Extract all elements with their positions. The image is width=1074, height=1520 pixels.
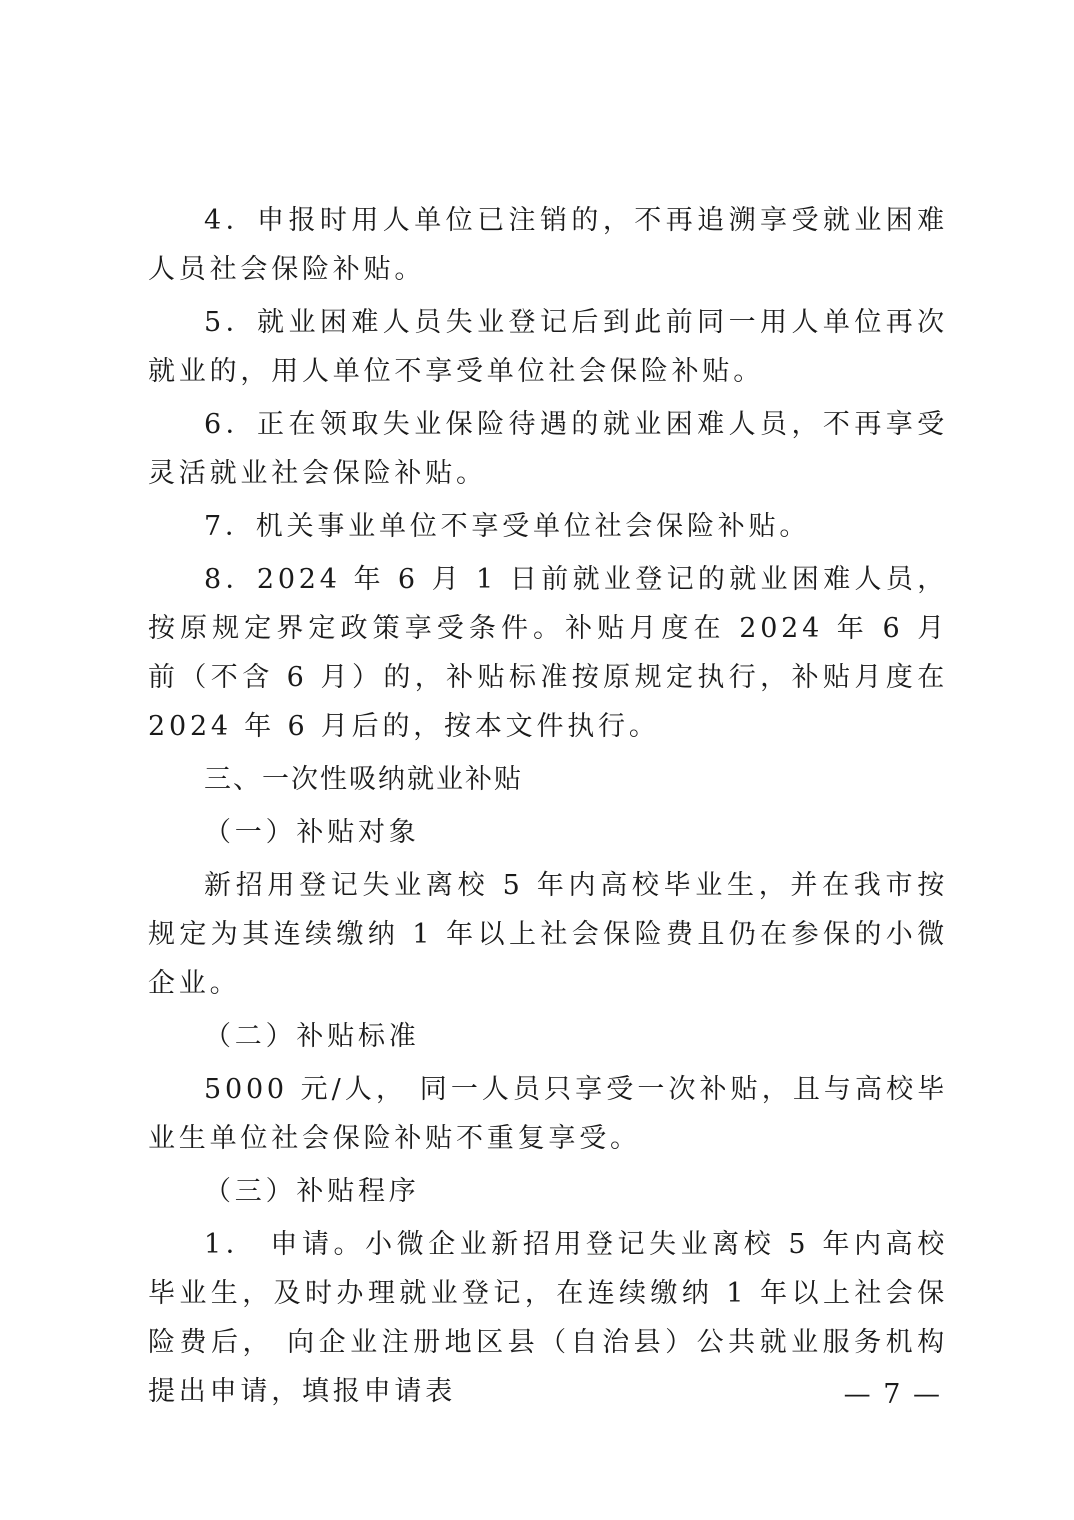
- page-number: — 7 —: [843, 1379, 942, 1410]
- subsection-heading-subsidy-procedure: （三）补贴程序: [204, 1176, 420, 1207]
- section-heading: 三、一次性吸纳就业补贴: [204, 764, 523, 795]
- document-body: [148, 196, 948, 1420]
- subsection-heading-subsidy-standard: （二）补贴标准: [204, 1021, 420, 1052]
- paragraph-item-7: 7．机关事业单位不享受单位社会保险补贴。: [204, 511, 811, 542]
- paragraph-item-8: 8．2024 年 6 月 1 日前就业登记的就业困难人员，按原规定界定政策享受条件。补贴月度在 2024 年 6 月前（不含 6 月）的，补贴标准按原规定执行，补贴月度在 2024 年 6 月后的，按本文件执行。: [148, 564, 948, 742]
- paragraph-item-6: 6．正在领取失业保险待遇的就业困难人员，不再享受灵活就业社会保险补贴。: [148, 409, 948, 489]
- paragraph-subsidy-standard: 5000 元/人， 同一人员只享受一次补贴，且与高校毕业生单位社会保险补贴不重复享受。: [148, 1074, 948, 1154]
- paragraph-item-5: 5．就业困难人员失业登记后到此前同一用人单位再次就业的，用人单位不享受单位社会保险补贴。: [148, 307, 948, 387]
- subsection-heading-subsidy-target: （一）补贴对象: [204, 817, 420, 848]
- paragraph-subsidy-target: 新招用登记失业离校 5 年内高校毕业生，并在我市按规定为其连续缴纳 1 年以上社会保险费且仍在参保的小微企业。: [148, 870, 948, 999]
- paragraph-item-4: 4．申报时用人单位已注销的，不再追溯享受就业困难人员社会保险补贴。: [148, 205, 948, 285]
- paragraph-subsidy-procedure-1: 1． 申请。小微企业新招用登记失业离校 5 年内高校毕业生，及时办理就业登记，在连续缴纳 1 年以上社会保险费后， 向企业注册地区县（自治县）公共就业服务机构提出申请，填报申请表: [148, 1229, 948, 1407]
